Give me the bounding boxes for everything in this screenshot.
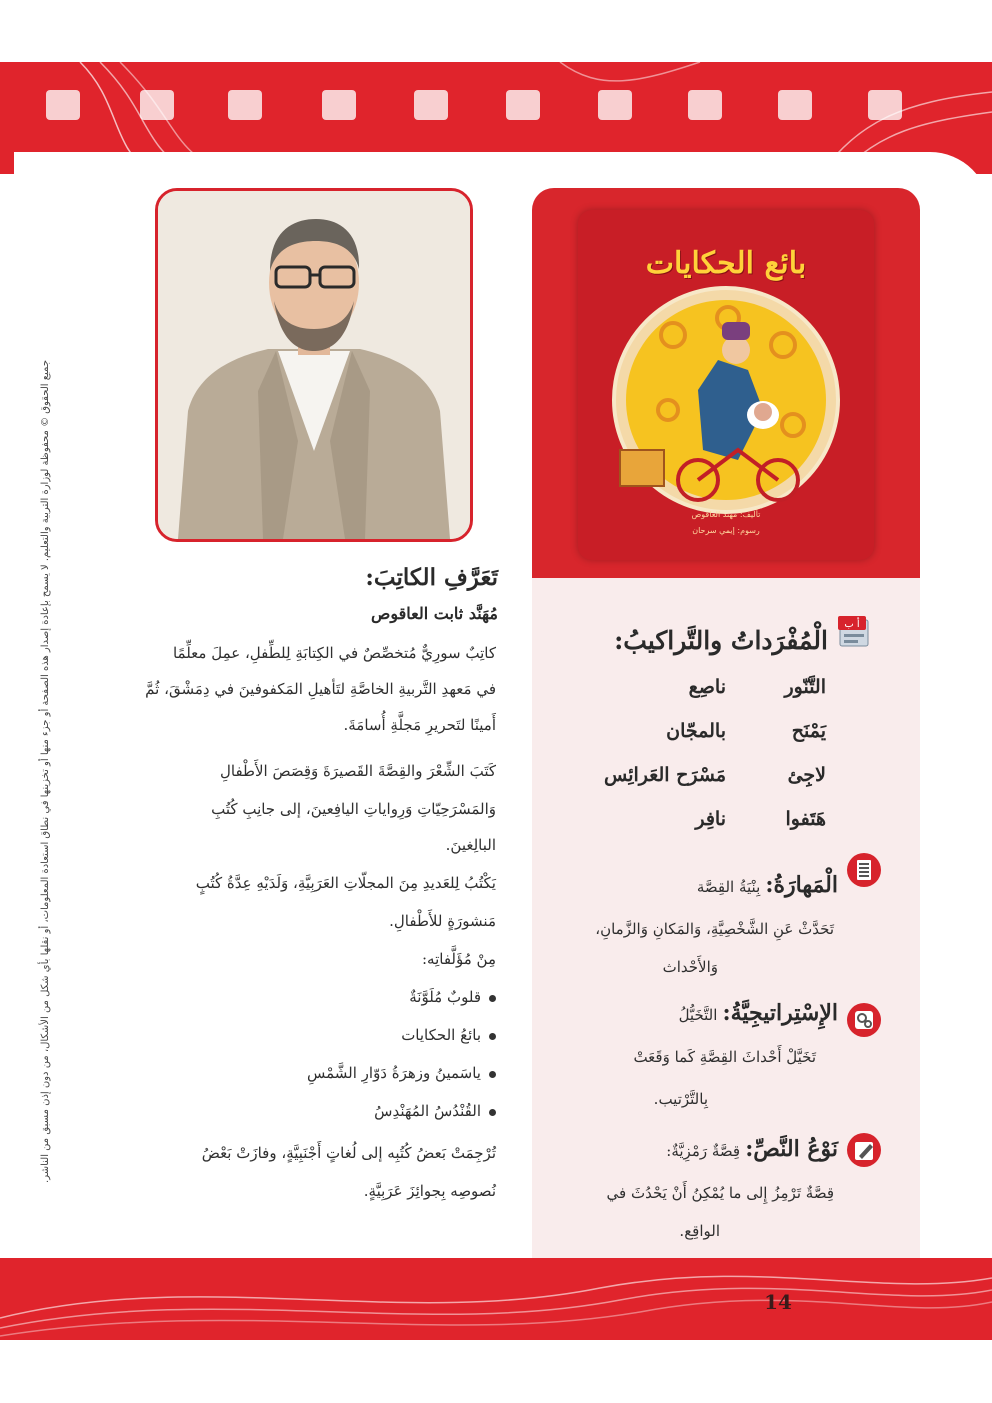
author-portrait xyxy=(158,191,470,539)
decor-square xyxy=(322,90,356,120)
skill-value: بِنْيَةُ القِصَّة xyxy=(696,878,761,896)
gears-icon xyxy=(846,1002,882,1038)
decor-square xyxy=(228,90,262,120)
author-bio-line: البالِغينَ. xyxy=(445,836,496,854)
text-type-description: قِصَّةٌ تَرْمِزُ إِلى ما يُمْكِنُ أَنْ يَحْدُثَ في xyxy=(606,1184,834,1202)
vocabulary-icon-label: أ ب xyxy=(844,619,860,630)
checklist-icon xyxy=(846,852,882,888)
vocab-word: بالمجّان xyxy=(666,720,726,742)
skill-row xyxy=(560,872,838,906)
decor-square xyxy=(140,90,174,120)
strategy-row xyxy=(560,1000,838,1034)
copyright-note: جميع الحقوق © محفوظة لوزارة التربية والتعليم. لا يسمح بإعادة إصدار هذه الصفحة أو جزء منها أو تخزينها في نطاق استعادة المعلومات، أو نقلها بأي شكل من الأشكال، من دون إذن مسبق من الناشر. xyxy=(40,360,51,1183)
book-author-credit: تأليف: مهند العاقوص xyxy=(691,510,761,519)
decor-square xyxy=(46,90,80,120)
text-type-value: قِصَّةٌ رَمْزِيَّةٌ: xyxy=(666,1142,741,1160)
decor-square xyxy=(598,90,632,120)
vocab-word: هَتَفوا xyxy=(785,808,826,830)
vocab-word: نافِر xyxy=(695,808,726,830)
vocab-word: لاجِئ xyxy=(787,764,826,786)
skill-description: تَحَدَّثْ عَنِ الشَّخْصِيَّةِ، وَالمَكانِ وَالزَّمانِ، xyxy=(595,920,834,938)
strategy-description: تَخَيَّلْ أَحْداثَ القِصَّةِ كَما وَقَعَتْ xyxy=(633,1048,816,1066)
vocabulary-icon xyxy=(836,614,872,650)
author-bio-line: أَمينًا لتَحريرِ مَجلَّةِ أُسامَةَ. xyxy=(343,716,496,734)
pencil-icon xyxy=(846,1132,882,1168)
author-closing-line: تُرْجِمَتْ بَعضُ كُتُبِه إلى لُغاتٍ أَجْنَبِيَّةٍ، وفازَتْ بَعْضُ xyxy=(201,1144,496,1162)
author-photo xyxy=(155,188,473,542)
decor-square xyxy=(414,90,448,120)
author-bio-line: كَتَبَ الشِّعْرَ والقِصَّةَ القَصيرَةَ وَقِصَصَ الأَطْفالِ xyxy=(220,762,496,780)
decor-square xyxy=(868,90,902,120)
author-work-item: قلوبٌ مُلَوَّنَةٌ xyxy=(128,988,496,1006)
text-type-row xyxy=(560,1136,838,1170)
decor-square xyxy=(688,90,722,120)
decor-square xyxy=(506,90,540,120)
vocab-word: يَمْنَح xyxy=(791,720,826,742)
strategy-heading: الإِسْتِراتيجِيَّةُ: xyxy=(722,1000,838,1026)
strategy-value: التَّخَيُّلُ xyxy=(678,1006,718,1024)
vocab-word: التَّنّور xyxy=(784,676,826,698)
strategy-description: بِالتَّرْتيب. xyxy=(653,1090,708,1108)
author-work-item: ياسَمينُ وزهرَةُ دَوّارِ الشَّمْسِ xyxy=(128,1064,496,1082)
skill-description: وَالأَحْداث xyxy=(662,958,718,976)
decor-swirls-bottom xyxy=(0,1258,992,1340)
author-bio-line: في مَعهدِ التَّربيةِ الخاصَّةِ لتَأهيلِ المَكفوفينَ في دِمَشْقَ، ثُمَّ xyxy=(145,680,496,698)
author-bio-line: وَالمَسْرَحِيّاتِ وَرِواياتِ اليافِعينَ، إلى جانِبِ كُتُبِ xyxy=(211,800,496,818)
author-closing-line: نُصوصِه بِجوائِزَ عَرَبِيَّةٍ. xyxy=(363,1182,496,1200)
text-type-heading: نَوْعُ النَّصِّ: xyxy=(745,1136,838,1162)
book-illustrator-credit: رسوم: إيمي سرحان xyxy=(692,526,760,535)
vocab-word: ناصِع xyxy=(688,676,726,698)
author-bio-line: يَكْتُبُ لِلعَديدِ مِنَ المجلّاتِ العَرَبِيَّةِ، وَلَدَيْهِ عِدَّةُ كُتُبٍ xyxy=(195,874,496,892)
page-number: 14 xyxy=(764,1290,792,1314)
author-bio-line: مِنْ مُؤَلَّفاتِه: xyxy=(421,950,496,968)
decor-square xyxy=(778,90,812,120)
author-heading: تَعَرَّفِ الكاتِبَ: xyxy=(365,564,498,591)
author-bio-line: مَنشورَةٍ للأَطْفالِ. xyxy=(389,912,496,930)
author-name: مُهَنَّد ثابت العاقوص xyxy=(371,604,498,623)
author-work-item: بائعُ الحكايات xyxy=(128,1026,496,1044)
vocabulary-heading: الْمُفْرَداتُ والتَّراكيبُ: xyxy=(614,626,828,655)
author-bio-line: كاتِبٌ سورِيٌّ مُتخصِّصٌ في الكِتابَةِ لِلطِّفلِ، عمِلَ معلِّمًا xyxy=(172,644,496,662)
text-type-description: الواقِع. xyxy=(679,1222,720,1240)
skill-heading: الْمَهارَةُ: xyxy=(765,872,838,898)
author-work-item: القُنْدُسُ المُهَنْدِسُ xyxy=(128,1102,496,1120)
book-title: بائع الحكايات xyxy=(645,246,807,281)
book-cover xyxy=(578,210,874,560)
footer-band xyxy=(0,1258,992,1340)
vocab-word: مَسْرَح العَرائِس xyxy=(604,764,726,786)
